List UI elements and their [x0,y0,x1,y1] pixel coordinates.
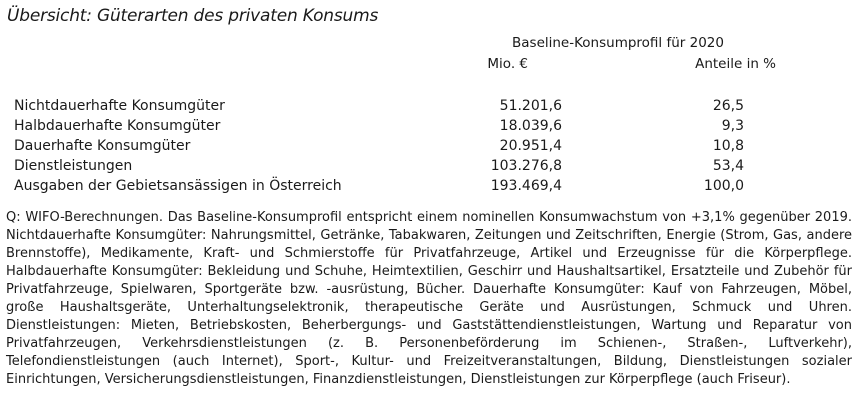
row-label: Halbdauerhafte Konsumgüter [14,118,221,134]
table-body [0,96,860,196]
row-value-share: 26,5 [712,98,744,114]
table-row [0,156,860,176]
table-row [0,116,860,136]
column-header-share: Anteile in % [695,56,776,72]
row-label: Ausgaben der Gebietsansässigen in Österreich [14,178,342,194]
table-row-total [0,176,860,196]
row-value-mio: 103.276,8 [490,158,562,174]
row-label: Dauerhafte Konsumgüter [14,138,191,154]
row-value-mio: 51.201,6 [499,98,562,114]
row-value-share: 53,4 [712,158,744,174]
column-header-mio: Mio. € [487,56,528,72]
table-footnote: Q: WIFO-Berechnungen. Das Baseline-Konsumprofil entspricht einem nominellen Konsumwachstum von +3,1% gegenüber 2019. Nichtdauerhafte Konsumgüter: Nahrungsmittel, Getränke, Tabakwaren, Zeitungen und Zeitschriften, Energie (Strom, Gas, andere Brennstoffe), Medikamente, Kraft- und Schmierstoffe für Privatfahrzeuge, Artikel und Erzeugnisse für die Körperpflege. Halbdauerhafte Konsumgüter: Bekleidung und Schuhe, Heimtextilien, Geschirr und Haushaltsartikel, Ersatzteile und Zubehör für Privatfahrzeuge, Spielwaren, Sportgeräte bzw. -ausrüstung, Bücher. Dauerhafte Konsumgüter: Kauf von Fahrzeugen, Möbel, große Haushaltsgeräte, Unterhaltungselektronik, therapeutische Geräte und Ausrüstungen, Schmuck und Uhren. Dienstleistungen: Mieten, Betriebskosten, Beherbergungs- und Gaststättendienstleistungen, Wartung und Reparatur von Privatfahrzeugen, Verkehrsdienstleistungen (z. B. Personenbeförderung im Schienen-, Straßen-, Luftverkehr), Telefondienstleistungen (auch Internet), Sport-, Kultur- und Freizeitveranstaltungen, Bildung, Dienstleistungen sozialer Einrichtungen, Versicherungsdienstleistungen, Finanzdienstleistungen, Dienstleistungen zur Körperpflege (auch Friseur). [6,210,852,387]
table-title: Übersicht: Güterarten des privaten Konsums [7,6,379,26]
row-value-share: 10,8 [712,138,744,154]
column-group-header: Baseline-Konsumprofil für 2020 [512,35,724,51]
row-label: Nichtdauerhafte Konsumgüter [14,98,225,114]
table-row [0,96,860,116]
table-row [0,136,860,156]
row-value-share: 100,0 [703,178,744,194]
row-value-mio: 18.039,6 [499,118,562,134]
row-value-mio: 193.469,4 [490,178,562,194]
row-value-share: 9,3 [721,118,744,134]
row-label: Dienstleistungen [14,158,133,174]
row-value-mio: 20.951,4 [499,138,562,154]
